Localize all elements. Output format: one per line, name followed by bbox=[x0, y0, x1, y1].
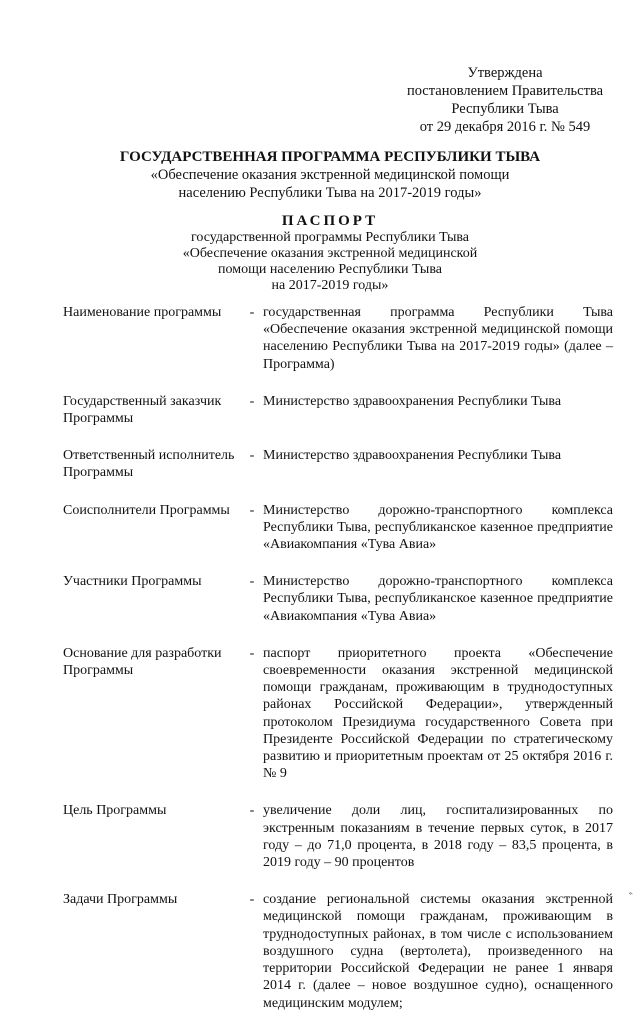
table-row-tasks bbox=[63, 891, 613, 1011]
row-dash: - bbox=[249, 803, 255, 819]
row-dash: - bbox=[249, 393, 255, 409]
program-title: ГОСУДАРСТВЕННАЯ ПРОГРАММА РЕСПУБЛИКИ ТЫВА bbox=[119, 149, 541, 165]
row-dash: - bbox=[249, 892, 255, 908]
row-value: паспорт приоритетного проекта «Обеспечение своевременности оказания экстренной медицинской помощи гражданам, проживающим в труднодоступных районах Российской Федерации», утвержденный протоколом Президиума государственного Совета при Президенте Российской Федерации по стратегическому развитию и приоритетным проектам от 25 октября 2016 г. № 9 bbox=[263, 645, 613, 782]
row-dash: - bbox=[249, 645, 255, 661]
table-row-basis bbox=[63, 645, 613, 783]
program-subtitle-line: «Обеспечение оказания экстренной медицинской помощи bbox=[150, 167, 510, 183]
passport-heading: ПАСПОРТ bbox=[281, 213, 379, 229]
row-label: Задачи Программы bbox=[63, 892, 178, 908]
approval-line: Утверждена bbox=[467, 65, 543, 81]
row-label: Участники Программы bbox=[63, 574, 202, 590]
row-value: Министерство дорожно-транспортного комплекса Республики Тыва, республиканское казенное предприятие «Авиакомпания «Тува Авиа» bbox=[263, 502, 613, 553]
row-dash: - bbox=[249, 305, 255, 320]
row-label: Основание для разработки Программы bbox=[63, 645, 222, 679]
corner-mark: ⸗ bbox=[624, 890, 637, 897]
row-value: государственная программа Республики Тыва «Обеспечение оказания экстренной медицинской помощи населению Республики Тыва на 2017-2019 годы» (далее – Программа) bbox=[263, 305, 613, 372]
passport-subtitle-line: государственной программы Республики Тыва bbox=[191, 230, 469, 245]
passport-subtitle-line: на 2017-2019 годы» bbox=[271, 278, 389, 293]
table-row-name bbox=[63, 304, 613, 373]
passport-heading-block bbox=[100, 213, 560, 294]
row-value: Министерство здравоохранения Республики Тыва bbox=[263, 448, 562, 464]
table-row-executor bbox=[63, 447, 613, 481]
row-label: Цель Программы bbox=[63, 803, 167, 819]
row-value: Министерство здравоохранения Республики Тыва bbox=[263, 393, 562, 409]
row-dash: - bbox=[249, 448, 255, 464]
program-title-block bbox=[60, 148, 600, 202]
row-label: Наименование программы bbox=[63, 305, 222, 320]
passport-subtitle-line: «Обеспечение оказания экстренной медицинской bbox=[182, 246, 478, 261]
row-label: Ответственный исполнитель Программы bbox=[63, 448, 235, 481]
row-label: Государственный заказчик Программы bbox=[63, 393, 222, 427]
approval-line: Республики Тыва bbox=[451, 101, 559, 117]
approval-block bbox=[390, 64, 620, 136]
row-label: Соисполнители Программы bbox=[63, 502, 230, 518]
passport-subtitle-line: помощи населению Республики Тыва bbox=[218, 262, 442, 277]
approval-line: постановлением Правительства bbox=[406, 83, 604, 99]
row-dash: - bbox=[249, 502, 255, 518]
table-row-coexecutors bbox=[63, 502, 613, 554]
row-value: Министерство дорожно-транспортного комплекса Республики Тыва, республиканское казенное предприятие «Авиакомпания «Тува Авиа» bbox=[263, 574, 613, 624]
row-value: создание региональной системы оказания экстренной медицинской помощи гражданам, проживающим в труднодоступных районах, в том числе с использованием воздушного судна (вертолета), произведенного на территории Российской Федерации не ранее 1 января 2014 г. (далее – новое воздушное судно), оснащенного медицинским модулем; bbox=[263, 892, 613, 1011]
table-row-participants bbox=[63, 573, 613, 625]
row-value: увеличение доли лиц, госпитализированных по экстренным показаниям в течение первых суток, в 2017 году – до 71,0 процента, в 2018 году – 83,5 процента, в 2019 году – 90 процентов bbox=[263, 803, 613, 871]
table-row-goal bbox=[63, 802, 613, 871]
approval-line: от 29 декабря 2016 г. № 549 bbox=[419, 119, 591, 135]
table-row-customer bbox=[63, 393, 613, 427]
passport-table bbox=[63, 304, 613, 1032]
program-subtitle-line: населению Республики Тыва на 2017-2019 годы» bbox=[178, 185, 482, 201]
row-dash: - bbox=[249, 574, 255, 590]
